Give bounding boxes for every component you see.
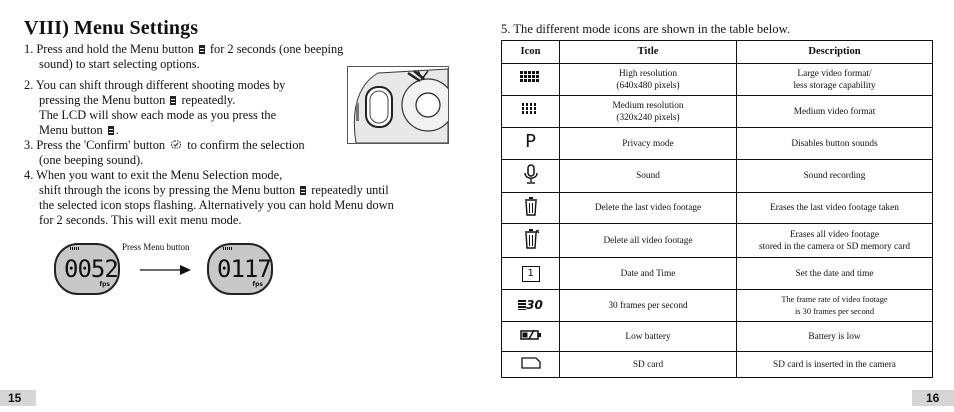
camera-drawing (348, 67, 448, 143)
lcd-counter: 0117 (217, 255, 271, 283)
step-2-text-a: 2. You can shift through different shooting modes by (24, 78, 286, 92)
header-icon: Icon (502, 41, 560, 64)
description-line: Disables button sounds (791, 138, 878, 149)
menu-button-icon (170, 96, 176, 105)
delete-all-icon (522, 229, 540, 249)
camera-illustration (347, 66, 449, 144)
30fps-icon (518, 299, 543, 313)
icon-cell (502, 193, 560, 224)
table-row (502, 128, 933, 160)
title-line: SD card (632, 359, 664, 370)
calendar-day-number: 1 (527, 267, 534, 279)
title-cell (560, 224, 737, 258)
table-row (502, 322, 933, 352)
title-line: Sound (636, 171, 660, 181)
table-row (502, 160, 933, 193)
table-row (502, 290, 933, 322)
menu-button-icon (300, 186, 306, 195)
icon-cell (502, 128, 560, 160)
description-cell (737, 193, 933, 224)
sd-card-icon (521, 357, 541, 369)
title-cell (560, 96, 737, 128)
description-line: Erases the last video footage taken (770, 203, 899, 213)
press-menu-label: Press Menu button (122, 242, 190, 252)
title-line: Delete all video footage (603, 235, 693, 246)
description-line: The frame rate of video footage (781, 294, 888, 304)
step-1 (24, 42, 343, 72)
description-line: less storage capability (793, 80, 876, 91)
description-cell (737, 290, 933, 322)
title-cell (560, 193, 737, 224)
table-row (502, 193, 933, 224)
step-1-text-c: sound) to start selecting options. (39, 57, 200, 71)
confirm-button-icon (170, 139, 182, 150)
step-2-text-d: The LCD will show each mode as you press the (39, 108, 277, 122)
step-1-text-a: 1. Press and hold the Menu button (24, 42, 197, 56)
table-header-row (502, 41, 933, 64)
title-line: (320x240 pixels) (616, 112, 680, 123)
step-4 (24, 168, 394, 228)
description-cell (737, 64, 933, 96)
title-cell (560, 258, 737, 290)
menu-button-icon (199, 45, 205, 54)
fps-number: 30 (526, 297, 543, 312)
table-row (502, 96, 933, 128)
title-cell (560, 290, 737, 322)
description-cell (737, 352, 933, 378)
step-3-text-c: (one beeping sound). (39, 153, 144, 167)
table-row (502, 258, 933, 290)
icon-cell (502, 224, 560, 258)
step-2-text-c: repeatedly. (178, 93, 236, 107)
description-line: stored in the camera or SD memory card (758, 241, 911, 252)
table-row (502, 352, 933, 378)
description-cell (737, 258, 933, 290)
description-line: Sound recording (803, 171, 866, 181)
lcd-display-after (207, 243, 273, 295)
description-line: is 30 frames per second (794, 306, 875, 316)
step-3-text-b: to confirm the selection (184, 138, 305, 152)
icon-cell (502, 96, 560, 128)
page-number-right: 16 (912, 390, 954, 406)
high-resolution-icon (520, 71, 542, 85)
microphone-icon (523, 164, 539, 184)
low-battery-icon (520, 329, 542, 341)
privacy-mode-icon: P (525, 131, 536, 152)
menu-button-icon (108, 126, 114, 135)
description-line: Set the date and time (795, 268, 874, 279)
step-2 (24, 78, 285, 138)
step-2-text-e: Menu button (39, 123, 106, 137)
icon-cell (502, 64, 560, 96)
title-line: High resolution (618, 68, 678, 79)
header-title: Title (560, 41, 737, 64)
description-cell (737, 128, 933, 160)
table-row (502, 64, 933, 96)
title-cell (560, 128, 737, 160)
title-line: Date and Time (620, 268, 676, 279)
step-3-text-a: 3. Press the 'Confirm' button (24, 138, 169, 152)
step-1-text-b: for 2 seconds (one beeping (206, 42, 344, 56)
arrow-right-icon (140, 264, 192, 276)
description-cell (737, 96, 933, 128)
delete-last-icon (523, 197, 539, 216)
step-2-text-f: . (115, 123, 119, 137)
step-4-text-c: repeatedly until (308, 183, 389, 197)
step-4-text-a: 4. When you want to exit the Menu Selection mode, (24, 168, 283, 182)
lcd-counter: 0052 (64, 255, 118, 283)
lcd-fps-tag: fps (99, 281, 110, 288)
icon-cell (502, 290, 560, 322)
description-line: Erases all video footage (789, 229, 880, 240)
description-line: SD card is inserted in the camera (773, 359, 896, 370)
title-line: (640x480 pixels) (616, 80, 680, 91)
title-line: Delete the last video footage (594, 203, 702, 213)
title-cell (560, 64, 737, 96)
description-cell (737, 322, 933, 352)
description-line: Battery is low (808, 331, 861, 342)
title-line: Privacy mode (622, 138, 674, 149)
header-description: Description (737, 41, 933, 64)
icon-cell (502, 160, 560, 193)
lcd-fps-tag: fps (252, 281, 263, 288)
description-cell (737, 224, 933, 258)
page-number-left: 15 (0, 390, 36, 406)
step-2-text-b: pressing the Menu button (39, 93, 169, 107)
lcd-display-before (54, 243, 120, 295)
lcd-status-icon (70, 247, 80, 250)
calendar-icon (522, 266, 540, 282)
lcd-status-icon (223, 247, 233, 250)
title-line: 30 frames per second (608, 300, 688, 311)
table-row (502, 224, 933, 258)
title-cell (560, 160, 737, 193)
icon-cell (502, 352, 560, 378)
medium-resolution-icon (520, 103, 542, 117)
icon-cell (502, 258, 560, 290)
title-cell (560, 322, 737, 352)
mode-icons-table (501, 40, 933, 378)
title-line: Low battery (625, 331, 671, 342)
title-line: Medium resolution (612, 100, 684, 111)
table-intro: 5. The different mode icons are shown in the table below. (501, 22, 790, 36)
icon-cell (502, 322, 560, 352)
description-cell (737, 160, 933, 193)
step-4-text-b: shift through the icons by pressing the Menu button (39, 183, 299, 197)
step-3 (24, 138, 305, 168)
step-4-text-d: the selected icon stops flashing. Alternatively you can hold Menu down (39, 198, 394, 212)
step-4-text-e: for 2 seconds. This will exit menu mode. (39, 213, 242, 227)
title-cell (560, 352, 737, 378)
description-line: Large video format/ (797, 68, 872, 79)
description-line: Medium video format (793, 106, 876, 117)
section-title: VIII) Menu Settings (24, 17, 199, 39)
